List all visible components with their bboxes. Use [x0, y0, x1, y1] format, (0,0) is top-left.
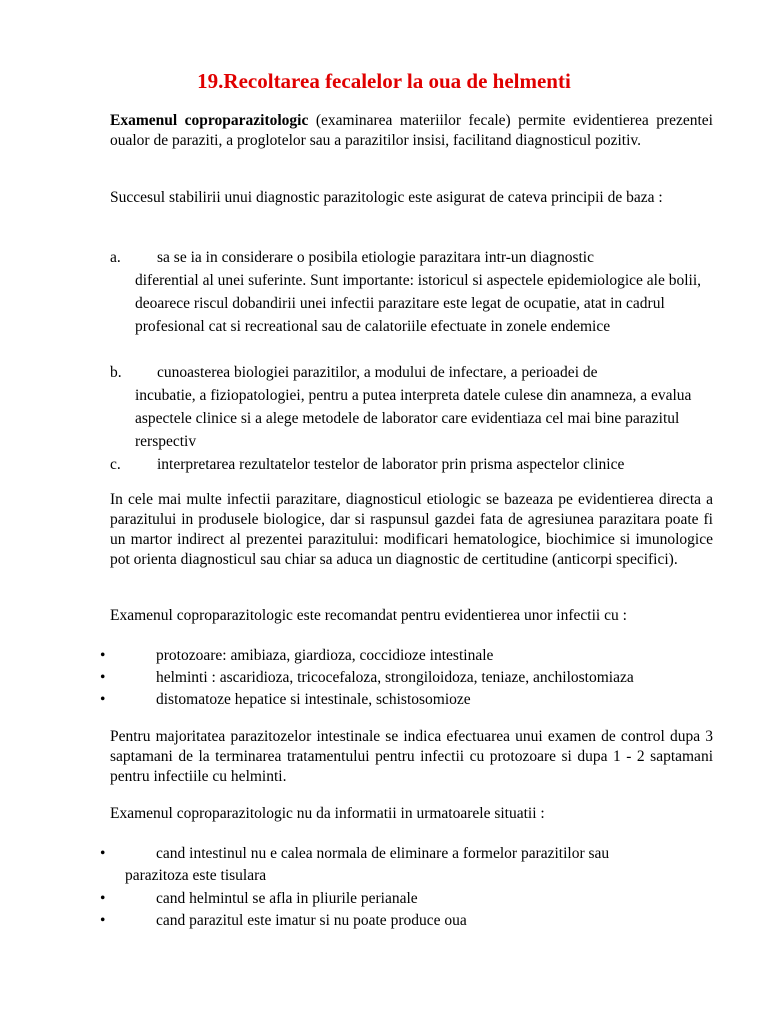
infection-text: protozoare: amibiaza, giardioza, coccidioze intestinale — [156, 647, 494, 664]
bullet-icon: • — [100, 890, 106, 907]
principle-first-line: cunoasterea biologiei parazitilor, a modului de infectare, a perioadei de — [157, 364, 598, 381]
bullet-icon: • — [100, 647, 106, 664]
principle-continuation: diferential al unei suferinte. Sunt importante: istoricul si aspectele epidemiologice ale bolii, deoarece riscul dobandirii unei infectii parazitare este legat de ocupatie, atat in cadrul profesional cat si recreational sau de calatoriile efectuate in zonele endemice — [135, 272, 702, 335]
recommended-intro: Examenul coproparazitologic este recomandat pentru evidentierea unor infectii cu : — [110, 607, 627, 624]
principle-continuation: incubatie, a fiziopatologiei, pentru a putea interpreta datele culese din anamneza, a evalua aspectele clinice si a alege metodele de laborator care evidentiaza cel mai bine parazitul rerspectiv — [135, 387, 692, 450]
no-info-continuation: parazitoza este tisulara — [125, 867, 267, 884]
principle-marker: a. — [110, 249, 121, 266]
intro-text: (examinarea materiilor fecale) permite evidentierea prezentei oualor de paraziti, a proglotelor sau a parazitilor insisi, facilitand diagnosticul pozitiv. — [110, 112, 713, 149]
infection-text: distomatoze hepatice si intestinale, schistosomioze — [156, 691, 471, 708]
principle-item-b — [110, 361, 713, 453]
control-paragraph: Pentru majoritatea parazitozelor intestinale se indica efectuarea unui examen de control dupa 3 saptamani de la terminarea tratamentului pentru infectii cu protozoare si dupa 1 - 2 saptamani pentru infectiile cu helminti. — [110, 728, 713, 785]
no-info-list-item — [100, 910, 720, 932]
diagnosis-paragraph: In cele mai multe infectii parazitare, diagnosticul etiologic se bazeaza pe evidentierea directa a parazitului in produsele biologice, dar si raspunsul gazdei fata de agresiunea parazitara poate fi un martor indirect al prezentei parazitului: modificari hematologice, biochimice si imunologice pot orienta diagnosticul sau chiar sa aduca un diagnostic de certitudine (anticorpi specifici). — [110, 491, 713, 568]
principle-item-c — [110, 453, 713, 476]
infection-list-item — [100, 667, 720, 689]
no-info-list-item — [100, 843, 720, 887]
no-info-first-line: cand parazitul este imatur si nu poate produce oua — [156, 912, 467, 929]
bullet-icon: • — [100, 845, 106, 862]
infection-list-item — [100, 645, 720, 667]
principle-item-a — [110, 246, 713, 338]
no-info-list-item — [100, 888, 720, 910]
bullet-icon: • — [100, 669, 106, 686]
no-info-first-line: cand helmintul se afla in pliurile perianale — [156, 890, 418, 907]
bullet-icon: • — [100, 912, 106, 929]
bullet-icon: • — [100, 691, 106, 708]
no-info-intro: Examenul coproparazitologic nu da informatii in urmatoarele situatii : — [110, 805, 545, 822]
principle-first-line: interpretarea rezultatelor testelor de laborator prin prisma aspectelor clinice — [157, 456, 625, 473]
intro-bold-term: Examenul coproparazitologic — [110, 112, 309, 129]
success-paragraph: Succesul stabilirii unui diagnostic parazitologic este asigurat de cateva principii de baza : — [110, 189, 663, 206]
infection-list-item — [100, 689, 720, 711]
no-info-first-line: cand intestinul nu e calea normala de eliminare a formelor parazitilor sau — [156, 845, 610, 862]
principle-marker: c. — [110, 456, 121, 473]
infection-text: helminti : ascaridioza, tricocefaloza, strongiloidoza, teniaze, anchilostomiaza — [156, 669, 634, 686]
page-title: 19.Recoltarea fecalelor la oua de helmenti — [197, 69, 571, 93]
principle-marker: b. — [110, 364, 122, 381]
intro-paragraph — [110, 111, 713, 151]
principle-first-line: sa se ia in considerare o posibila etiologie parazitara intr-un diagnostic — [157, 249, 594, 266]
